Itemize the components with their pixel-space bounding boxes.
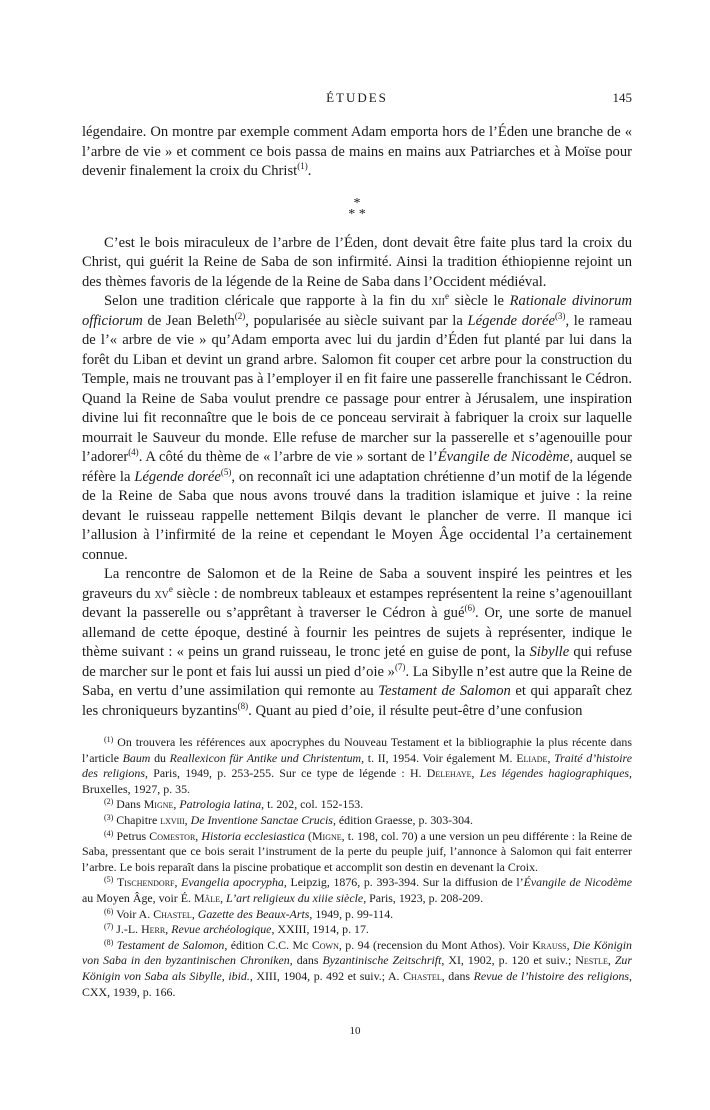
paragraph-4: La rencontre de Salomon et de la Reine de Saba a souvent inspiré les peintres et les graveurs du xv$^e$ siècle : de nombreux tableaux et estampes représentent la reine s’agenouillant devant la passerelle ou s’apprêtant à traverser le Cédron à gué$^{(6)}$. Or, une sorte de manuel allemand de cette époque, destiné à fournir les peintres de sujets à représenter, indique le thème suivant : « peins un grand ruisseau, le tronc jeté en guise de pont, la Sibylle qui refuse de marcher sur le pont et fais lui aussi un pied d’oie »$^{(7)}$. La Sibylle n’est autre que la Reine de Saba, en vertu d’une assimilation qui remonte au Testament de Salomon et qui apparaît chez les chroniqueurs byzantins$^{(8)}$. Quant au pied d’oie, il résulte peut-être d’une confusion — [82, 566, 633, 719]
footnote-4: $^{(4)}$ Petrus Comestor, Historia ecclesiastica (Migne, t. 198, col. 70) a une version un peu différente : la Reine de Saba, pressentant que ce bois serait l’instrument de la perte du peuple juif, l’annonce à Salomon qui fait enterrer l’arbre. Le bois reparaît dans la piscine probatique et accomplit son destin en devenant la Croix. — [82, 828, 632, 874]
paragraph-2: C’est le bois miraculeux de l’arbre de l’Éden, dont devait être faite plus tard la croix du Christ, qui guérit la Reine de Saba de son infirmité. Ainsi la tradition éthiopienne rejoint un des thèmes favoris de la légende de la Reine de Saba dans l’Occident médiéval. — [82, 234, 632, 290]
footnote-3: $^{(3)}$ Chapitre lxviii, De Inventione Sanctae Crucis, édition Graesse, p. 303-304. — [104, 812, 473, 827]
footnote-ref-7[interactable]: (7) — [394, 661, 406, 672]
footnote-ref-2[interactable]: (2) — [234, 310, 246, 321]
paragraph-1: légendaire. On montre par exemple comment Adam emporta hors de l’Éden une branche de « l’arbre de vie » et comment ce bois passa de mains en mains aux Patriarches et à Moïse pour devenir finalement la croix du Christ$^{(1)}$. — [82, 124, 632, 179]
footnote-ref-4[interactable]: (4) — [128, 447, 139, 457]
running-title: ÉTUDES — [326, 90, 388, 105]
footnotes — [82, 735, 632, 1000]
footnote-ref-5[interactable]: (5) — [220, 466, 232, 477]
asterism-divider: * * * — [348, 195, 366, 222]
footnote-ref-8[interactable]: (8) — [237, 700, 249, 711]
footnote-6: $^{(6)}$ Voir A. Chastel, Gazette des Beaux-Arts, 1949, p. 99-114. — [104, 906, 394, 921]
footnote-ref-3[interactable]: (3) — [554, 310, 566, 321]
footnote-1: $^{(1)}$ On trouvera les références aux apocryphes du Nouveau Testament et la bibliographie la plus récente dans l’article Baum du Reallexicon für Antike und Christentum, t. II, 1954. Voir également M. Eliade, Traité d’histoire des religions, Paris, 1949, p. 253-255. Sur ce type de légende : H. Delehaye, Les légendes hagiographiques, Bruxelles, 1927, p. 35. — [82, 735, 633, 796]
footnote-ref-1[interactable]: (1) — [297, 161, 308, 171]
paragraph-3: Selon une tradition cléricale que rapporte à la fin du xii$^e$ siècle le Rationale divinorum officiorum de Jean Beleth$^{(2)}$, popularisée au siècle suivant par la Légende dorée$^{(3)}$, le rameau de l’« arbre de vie » qu’Adam emporta avec lui du jardin d’Éden fut planté par lui dans la forêt du Liban et devint un grand arbre. Salomon fit couper cet arbre pour la construction du Temple, mais ne trouvant pas à l’employer il en fit faire une passerelle franchissant le Cédron. Quand la Reine de Saba voulut prendre ce passage pour entrer à Jérusalem, une inspiration divine lui fit reconnaître que le bois de ce ponceau servirait à fabriquer la croix sur laquelle mourrait le Sauveur du monde. Elle refuse de marcher sur la passerelle et s’agenouille pour l’adorer$^{(4)}$. A côté du thème de « l’arbre de vie » sortant de l’Évangile de Nicodème, auquel se réfère la Légende dorée$^{(5)}$, on reconnaît ici une adaptation chrétienne d’un motif de la légende de la Reine de Saba que nous avons trouvé dans la tradition islamique et juive : la reine devant le ruisseau rappelle nettement Bilqis devant le plancher de verre. Il manque ici l’allusion à l’infirmité de la reine et cependant le Moyen Âge occidental l’a certainement connue. — [82, 291, 632, 563]
main-text — [82, 123, 632, 721]
footnote-8: $^{(8)}$ Testament de Salomon, édition C.C. Mc Cown, p. 94 (recension du Mont Athos). Voir Krauss, Die Königin von Saba in den byzantinischen Chroniken, dans Byzantinische Zeitschrift, XI, 1902, p. 120 et suiv.; Nestle, Zur Königin von Saba als Sibylle, ibid., XIII, 1904, p. 492 et suiv.; A. Chastel, dans Revue de l’histoire des religions, CXX, 1939, p. 166. — [82, 937, 633, 999]
signature-mark: 10 — [349, 1025, 361, 1037]
footnote-2: $^{(2)}$ Dans Migne, Patrologia latina, t. 202, col. 152-153. — [104, 797, 364, 812]
running-header — [82, 90, 632, 110]
footnote-7: $^{(7)}$ J.-L. Herr, Revue archéologique, XXIII, 1914, p. 17. — [104, 922, 369, 937]
footnote-ref-6[interactable]: (6) — [464, 603, 475, 613]
page-number: 145 — [612, 90, 632, 105]
footnote-5: $^{(5)}$ Tischendorf, Evangelia apocrypha, Leipzig, 1876, p. 393-394. Sur la diffusion de l’Évangile de Nicodème au Moyen Âge, voir É. Mâle, L’art religieux du xiiie siècle, Paris, 1923, p. 208-209. — [82, 875, 632, 905]
